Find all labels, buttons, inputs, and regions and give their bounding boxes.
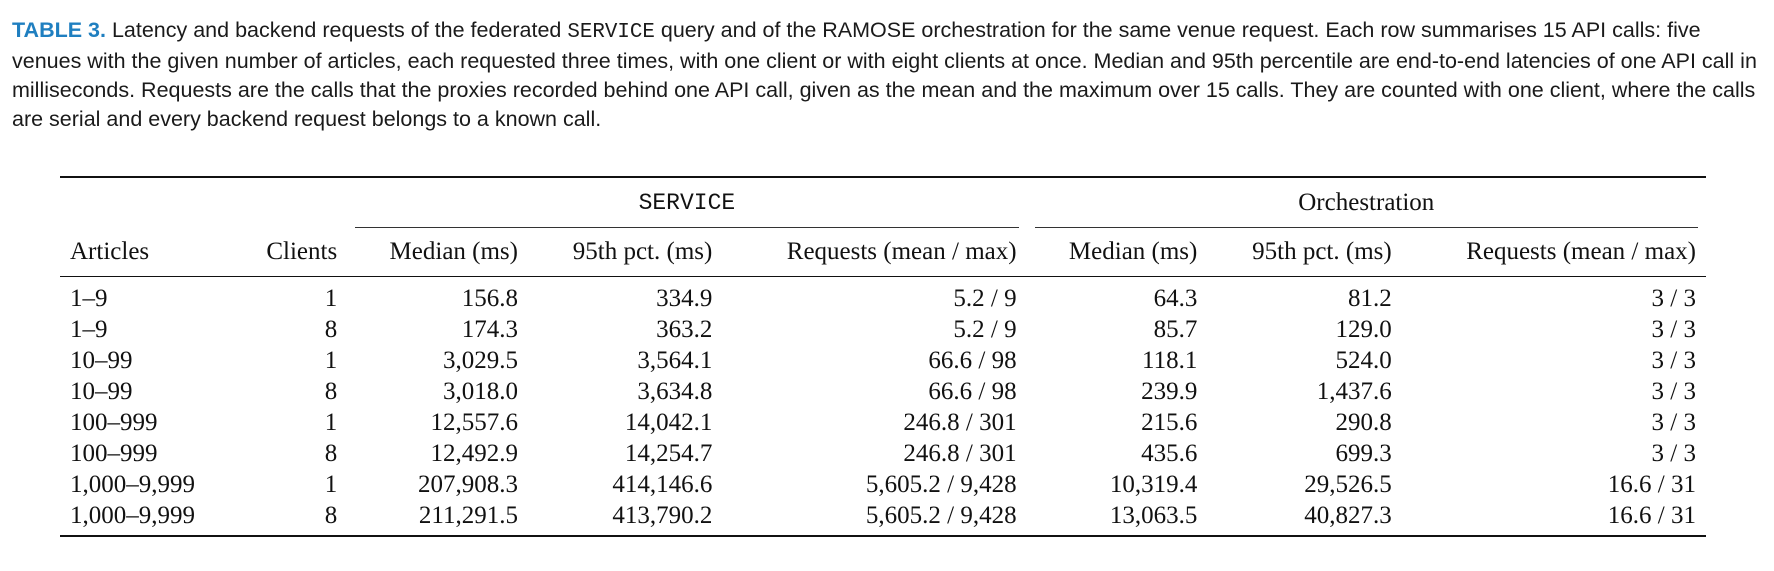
col-header-clients: Clients (266, 238, 338, 265)
orchestration-p95-cell: 40,827.3 (1304, 502, 1392, 529)
orchestration-median-cell: 10,319.4 (1109, 471, 1198, 498)
service-p95-cell: 363.2 (656, 316, 713, 343)
service-p95-cell: 14,254.7 (624, 440, 713, 467)
orchestration-median-cell: 13,063.5 (1109, 502, 1198, 529)
clients-cell: 8 (324, 378, 338, 405)
clients-cell: 1 (324, 409, 338, 436)
results-table (60, 176, 1706, 537)
service-requests-cell: 5.2 / 9 (953, 316, 1017, 343)
orchestration-p95-cell: 524.0 (1335, 347, 1392, 374)
service-requests-cell: 5,605.2 / 9,428 (865, 502, 1017, 529)
service-median-cell: 12,557.6 (430, 409, 518, 436)
caption-service-code: SERVICE (567, 21, 655, 44)
col-header-articles: Articles (70, 238, 150, 265)
orchestration-p95-cell: 290.8 (1335, 409, 1392, 436)
table-row (60, 277, 1706, 315)
col-header-service-median: Median (ms) (389, 238, 518, 265)
service-p95-cell: 413,790.2 (612, 502, 713, 529)
service-median-cell: 174.3 (461, 316, 518, 343)
service-p95-cell: 14,042.1 (624, 409, 713, 436)
service-median-cell: 207,908.3 (418, 471, 518, 498)
orchestration-group-label: Orchestration (1298, 189, 1435, 216)
service-requests-cell: 66.6 / 98 (928, 378, 1017, 405)
col-header-orchestration-p95: 95th pct. (ms) (1252, 238, 1392, 265)
service-median-cell: 12,492.9 (430, 440, 518, 467)
articles-cell: 10–99 (70, 378, 133, 405)
orchestration-p95-cell: 29,526.5 (1304, 471, 1392, 498)
articles-cell: 100–999 (70, 409, 158, 436)
caption-text-part-2: query and of the RAMOSE orchestration for the same venue request. Each row summarises 15 API calls: five venues with the given number of articles, each requested three times, with one client or with eight clients at once. Median and 95th percentile are end-to-end latencies of one API call in milliseconds. Requests are the calls that the proxies recorded behind one API call, given as the mean and the maximum over 15 calls. They are counted with one client, where the calls are serial and every backend request belongs to a known call. (12, 18, 1757, 131)
table-row (60, 469, 1706, 500)
orchestration-group-header (1027, 177, 1706, 228)
col-header-service-requests: Requests (mean / max) (786, 238, 1017, 265)
orchestration-requests-cell: 3 / 3 (1651, 378, 1696, 405)
orchestration-median-cell: 239.9 (1141, 378, 1198, 405)
empty-group-cell-clients (237, 177, 348, 228)
service-median-cell: 156.8 (461, 285, 518, 312)
col-header-orchestration-requests: Requests (mean / max) (1466, 238, 1696, 265)
empty-group-cell-articles (60, 177, 237, 228)
clients-cell: 8 (324, 316, 338, 343)
column-header-row (60, 228, 1706, 277)
articles-cell: 1,000–9,999 (70, 502, 195, 529)
service-p95-cell: 3,564.1 (637, 347, 713, 374)
service-p95-cell: 334.9 (656, 285, 713, 312)
clients-cell: 1 (324, 471, 338, 498)
service-requests-cell: 5.2 / 9 (953, 285, 1017, 312)
service-group-header (347, 177, 1026, 228)
col-header-service-p95: 95th pct. (ms) (572, 238, 713, 265)
orchestration-median-cell: 215.6 (1141, 409, 1198, 436)
service-requests-cell: 66.6 / 98 (928, 347, 1017, 374)
service-p95-cell: 3,634.8 (637, 378, 713, 405)
table-row (60, 345, 1706, 376)
table-body (60, 277, 1706, 537)
orchestration-group-underline (1035, 227, 1698, 228)
results-table-container (60, 176, 1706, 537)
table-row (60, 314, 1706, 345)
table-row (60, 438, 1706, 469)
table-row (60, 500, 1706, 536)
service-median-cell: 3,029.5 (443, 347, 518, 374)
orchestration-requests-cell: 3 / 3 (1651, 409, 1696, 436)
caption-label: TABLE 3. (12, 18, 106, 42)
service-requests-cell: 246.8 / 301 (903, 440, 1017, 467)
articles-cell: 1–9 (70, 285, 108, 312)
orchestration-requests-cell: 16.6 / 31 (1607, 471, 1696, 498)
orchestration-median-cell: 64.3 (1153, 285, 1198, 312)
clients-cell: 8 (324, 440, 338, 467)
service-median-cell: 211,291.5 (418, 502, 518, 529)
orchestration-requests-cell: 3 / 3 (1651, 347, 1696, 374)
orchestration-median-cell: 118.1 (1142, 347, 1198, 374)
articles-cell: 10–99 (70, 347, 133, 374)
clients-cell: 1 (324, 285, 338, 312)
service-group-label: SERVICE (638, 190, 736, 216)
orchestration-p95-cell: 129.0 (1335, 316, 1392, 343)
orchestration-p95-cell: 1,437.6 (1316, 378, 1392, 405)
orchestration-requests-cell: 3 / 3 (1651, 440, 1696, 467)
group-header-row (60, 177, 1706, 228)
articles-cell: 100–999 (70, 440, 158, 467)
table-caption (12, 16, 1762, 134)
service-requests-cell: 5,605.2 / 9,428 (865, 471, 1017, 498)
service-group-underline (355, 227, 1018, 228)
orchestration-p95-cell: 81.2 (1347, 285, 1392, 312)
col-header-orchestration-median: Median (ms) (1068, 238, 1198, 265)
orchestration-requests-cell: 16.6 / 31 (1607, 502, 1696, 529)
table-row (60, 407, 1706, 438)
table-row (60, 376, 1706, 407)
caption-text-part-1: Latency and backend requests of the federated (105, 18, 568, 42)
service-p95-cell: 414,146.6 (612, 471, 713, 498)
orchestration-requests-cell: 3 / 3 (1651, 316, 1696, 343)
clients-cell: 1 (324, 347, 338, 374)
articles-cell: 1,000–9,999 (70, 471, 195, 498)
orchestration-median-cell: 435.6 (1141, 440, 1198, 467)
orchestration-p95-cell: 699.3 (1335, 440, 1392, 467)
clients-cell: 8 (324, 502, 338, 529)
orchestration-requests-cell: 3 / 3 (1651, 285, 1696, 312)
service-requests-cell: 246.8 / 301 (903, 409, 1017, 436)
service-median-cell: 3,018.0 (443, 378, 518, 405)
orchestration-median-cell: 85.7 (1153, 316, 1198, 343)
articles-cell: 1–9 (70, 316, 108, 343)
